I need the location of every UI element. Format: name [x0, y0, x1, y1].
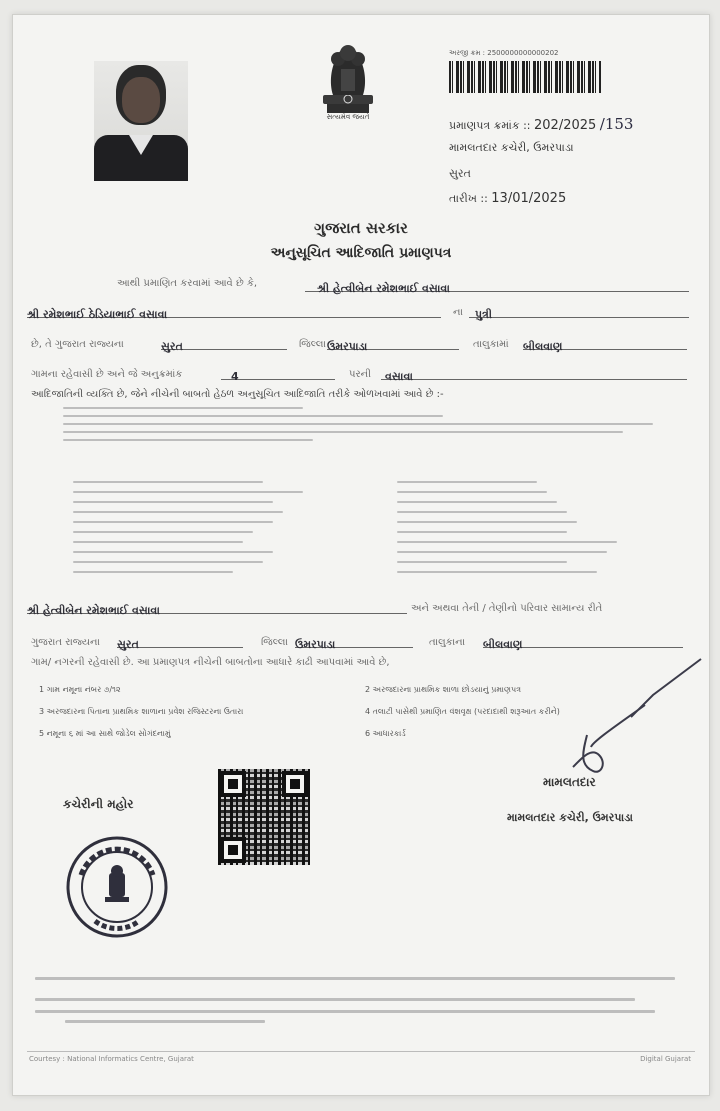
basis-item-1: 1 ગામ નમૂના નંબર ૭/૧૨ [39, 685, 121, 694]
national-emblem-icon [313, 33, 383, 121]
basis-item-5: 5 નમૂના ૬ માં આ સાથે જોડેલ સોગંદનામું [39, 729, 171, 738]
district-value-2: સુરત [117, 638, 139, 651]
tribe-label: પરની [349, 369, 371, 380]
office-seal-stamp [65, 835, 169, 939]
issue-statement: ગામ/ નગરની રહેવાસી છે. આ પ્રમાણપત્ર નીચેની બાબતોના આધારે કાઢી આપવામાં આવે છે, [31, 657, 390, 668]
issue-date [449, 191, 566, 206]
registration-label: અરજી ક્રમ : [449, 49, 485, 57]
residence-name: શ્રી હેત્વીબેન રમેશભાઈ વસાવા [27, 604, 160, 617]
district-field-2 [117, 633, 243, 651]
footer-digital-gujarat: Digital Gujarat [640, 1055, 691, 1063]
officer-office: મામલતદાર કચેરી, ઉમરપાડા [507, 811, 633, 824]
state-label-2: ગુજરાત રાજ્યના [31, 637, 100, 648]
taluka-label: તાલુકામાં [473, 339, 509, 350]
certificate-number-handwritten: /153 [599, 115, 634, 133]
certificate-number-value: 202/2025 [534, 118, 597, 133]
schedule-label: ગામના રહેવાસી છે અને જે અનુક્રમાંક [31, 369, 183, 380]
qr-code [214, 765, 314, 869]
footer-courtesy: Courtesy : National Informatics Centre, Gujarat [29, 1055, 194, 1063]
tribe-field [381, 365, 687, 383]
basis-item-6: 6 આધારકાર્ડ [365, 729, 406, 738]
certificate-sheet [12, 14, 710, 1096]
certificate-title: અનુસૂચિત આદિજાતિ પ્રમાણપત્ર [270, 245, 452, 261]
applicant-name: શ્રી હેત્વીબેન રમેશભાઈ વસાવા [317, 282, 450, 295]
relation-field [469, 303, 689, 321]
certificate-number-label: પ્રમાણપત્ર ક્રમાંક :: [449, 119, 531, 132]
basis-item-4: 4 તલાટી પાસેથી પ્રમાણિત વંશવૃક્ષ (પરદાદાથી શરૂઆત કરીને) [365, 707, 560, 716]
basis-item-2: 2 અરજદારના પ્રાથમિક શાળા છોડયાનું પ્રમાણપત્ર [365, 685, 522, 694]
village-field-2 [483, 633, 683, 651]
issue-date-value: 13/01/2025 [491, 191, 567, 206]
issuing-district: સુરત [449, 167, 471, 180]
village-value-2: બીલવાણ [483, 638, 523, 651]
residence-name-field [27, 599, 407, 617]
state-label: છે, તે ગુજરાત રાજ્યના [31, 339, 124, 350]
father-name: શ્રી રમેશભાઈ ઠેડિયાભાઈ વસાવા [27, 308, 168, 321]
registration-value: 2500000000000202 [487, 49, 559, 57]
taluka-value-2: ઉમરપાડા [295, 638, 336, 651]
recognized-statement: આદિજાતિની વ્યક્તિ છે, જેને નીચેની બાબતો હેઠળ અનુસૂચિત આદિજાતિ તરીકે ઓળખવામાં આવે છે :- [31, 389, 444, 400]
tribe-value: વસાવા [385, 370, 414, 383]
schedule-number: 4 [231, 370, 239, 383]
emblem-motto: સત્યમેવ જયતે [326, 113, 370, 121]
legal-orders-left [73, 481, 343, 581]
officer-designation: મામલતદાર [543, 775, 596, 789]
office-seal-label: કચેરીની મહોર [63, 797, 134, 811]
village-value: બીલવાણ [523, 340, 563, 353]
government-title: ગુજરાત સરકાર [314, 219, 408, 237]
residence-suffix: અને અથવા તેની / તેણીનો પરિવાર સામાન્ય રીતે [411, 603, 603, 614]
district-label-2: જિલ્લા [261, 637, 288, 648]
district-value: સુરત [161, 340, 183, 353]
certify-label: આથી પ્રમાણિત કરવામાં આવે છે કે, [117, 278, 258, 289]
registration-number [449, 49, 559, 58]
taluka-value: ઉમરપાડા [327, 340, 368, 353]
legal-orders-fineprint [63, 407, 663, 457]
footer-bar [27, 1051, 695, 1070]
basis-item-3: 3 અરજદારના પિતાના પ્રાથમિક શાળાના પ્રવેશ રજિસ્ટરના ઉતારા [39, 707, 244, 716]
issuing-office: મામલતદાર કચેરી, ઉમરપાડા [449, 141, 574, 154]
issue-date-label: તારીખ :: [449, 192, 488, 205]
certificate-number [449, 115, 633, 133]
father-name-field [27, 303, 441, 321]
applicant-photo [94, 61, 188, 181]
taluka-label-2: તાલુકાના [429, 637, 466, 648]
district-field [161, 335, 287, 353]
officer-signature [553, 655, 703, 785]
village-field [523, 335, 687, 353]
na-label: ના [453, 307, 463, 318]
schedule-field [221, 365, 335, 383]
legal-orders-right [397, 481, 667, 581]
taluka-field-2 [295, 633, 413, 651]
taluka-field [327, 335, 459, 353]
applicant-name-field [305, 277, 689, 295]
barcode [449, 61, 601, 93]
district-label: જિલ્લા [299, 339, 326, 350]
bottom-note-fineprint [35, 977, 685, 1023]
relation: પુત્રી [475, 308, 493, 321]
